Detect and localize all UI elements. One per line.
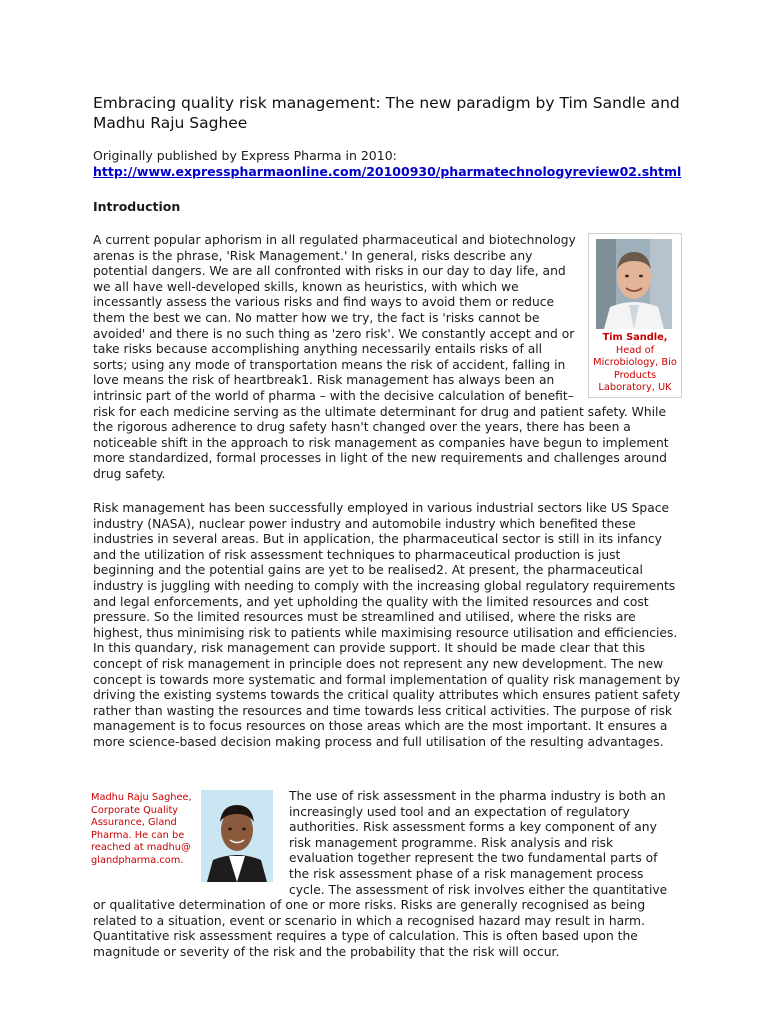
author-photo-madhu bbox=[201, 790, 273, 882]
author-profile-tim bbox=[588, 233, 682, 398]
author-caption-tim bbox=[591, 332, 679, 395]
author-name-tim: Tim Sandle, bbox=[602, 332, 668, 343]
paragraph-2: Risk management has been successfully employed in various industrial sectors like US Space industry (NASA), nuclear power industry and automobile industry which benefited these industries in several areas. But in application, the pharmaceutical sector is still in its infancy and the utilization of risk assessment techniques to pharmaceutical production is just beginning and the potential gains are yet to be realised2. At present, the pharmaceutical industry is juggling with needing to comply with the increasing global regulatory requirements and legal enforcements, and yet upholding the quality with the limited resources and cost pressure. So the limited resources must be streamlined and utilised, where the risks are highest, thus minimising risk to patients while maximising resource utilisation and efficiencies. In this quandary, risk management can provide support. It should be made clear that this concept of risk management in principle does not represent any new development. The new concept is towards more systematic and formal implementation of quality risk management by driving the existing systems towards the critical quality attributes which ensures patient safety rather than wasting the resources and time towards less critical activities. The purpose of risk management is to focus resources on those areas which are the most important. It ensures a more science-based decision making process and full utilisation of the resulting advantages. bbox=[93, 501, 681, 749]
publication-note bbox=[93, 148, 693, 180]
author-role-tim: Head of Microbiology, Bio Products Laboratory, UK bbox=[593, 344, 677, 393]
article-link[interactable]: http://www.expresspharmaonline.com/20100930/pharmatechnologyreview02.shtml bbox=[93, 164, 682, 179]
author-photo-tim bbox=[596, 239, 672, 329]
paragraph-1-text: A current popular aphorism in all regulated pharmaceutical and biotechnology arenas is the phrase, 'Risk Management.' In general, risks describe any potential dangers. We are all confronted with risks in our day to day life, and we all have well-developed skills, known as heuristics, with which we incessantly assess the various risks and find ways to avoid them or reduce them the best we can. No matter how we try, the fact is 'risks cannot be avoided' and there is no such thing as 'zero risk'. We constantly accept and or take risks because accomplishing anything necessarily entails risks of all sorts; using any mode of transportation means the risk of accident, falling in love means the risk of heartbreak1. Risk management has always been an intrinsic part of the world of pharma – with the decisive calculation of benefit–risk for each medicine serving as the ultimate determinant for drug and patient safety. While the rigorous adherence to drug safety hasn't changed over the years, there has been a noticeable shift in the approach to risk management as companies have begun to implement more standardized, formal processes in light of the new requirements and challenges around drug safety. bbox=[93, 233, 669, 481]
section-heading: Introduction bbox=[93, 199, 181, 214]
portrait-image bbox=[201, 790, 273, 882]
author-caption-madhu: Madhu Raju Saghee, Corporate Quality Assurance, Gland Pharma. He can be reached at madhu@ glandpharma.com. bbox=[91, 792, 192, 866]
article-title: Embracing quality risk management: The new paradigm by Tim Sandle and Madhu Raju Saghee bbox=[93, 94, 680, 132]
portrait-image bbox=[596, 239, 672, 329]
author-profile-madhu bbox=[87, 786, 277, 888]
paragraph-3-text: The use of risk assessment in the pharma industry is both an increasingly used tool and an expectation of regulatory authorities. Risk assessment forms a key component of any risk management programme. Risk analysis and risk evaluation together represent the two fundamental parts of the risk assessment phase of a risk management process cycle. The assessment of risk involves either the quantitative or qualitative determination of one or more risks. Risks are generally recognised as being related to a situation, event or scenario in which a recognised hazard may result in harm. Quantitative risk assessment requires a type of calculation. This is often based upon the magnitude or severity of the risk and the probability that the risk will occur. bbox=[93, 789, 668, 959]
publication-label: Originally published by Express Pharma in 2010: bbox=[93, 148, 397, 163]
